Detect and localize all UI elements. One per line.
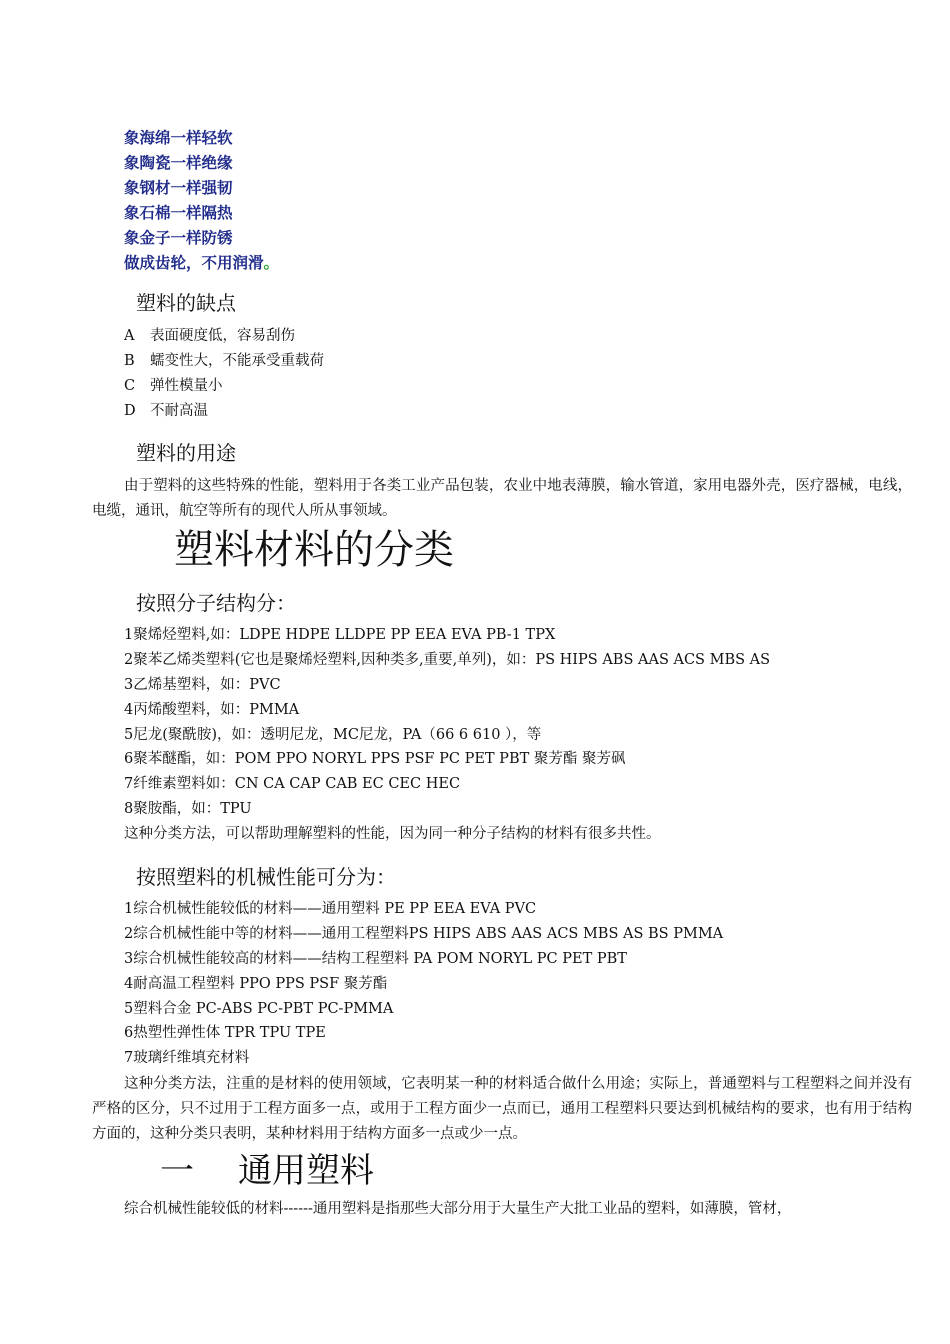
section-one-heading [160, 1148, 374, 1194]
by-structure-heading: 按照分子结构分： [136, 591, 296, 615]
by-mechanical-list [124, 897, 723, 1071]
classification-title: 塑料材料的分类 [174, 527, 454, 573]
list-item: 1综合机械性能较低的材料——通用塑料 PE PP EEA EVA PVC [124, 901, 537, 917]
list-item: 这种分类方法，可以帮助理解塑料的性能，因为同一种分子结构的材料有很多共性。 [124, 826, 661, 843]
section-number: 一 [160, 1151, 194, 1191]
virtue-line: 象陶瓷一样绝缘 [124, 154, 233, 172]
virtue-line: 做成齿轮，不用润滑。 [124, 254, 280, 272]
list-item: 2综合机械性能中等的材料——通用工程塑料PS HIPS ABS AAS ACS MBS AS BS PMMA [124, 925, 724, 942]
by-mechanical-paragraph: 这种分类方法，注重的是材料的使用领域，它表明某一种的材料适合做什么用途；实际上，普通塑料与工程塑料之间并没有严格的区分，只不过用于工程方面多一点，或用于工程方面少一点而已，通用工程塑料只要达到机械结构的要求，也有用于结构方面的，这种分类只表明，某种材料用于结构方面多一点或少一点。 [92, 1076, 912, 1142]
list-item: 2聚苯乙烯类塑料(它也是聚烯烃塑料,因种类多,重要,单列)，如：PS HIPS ABS AAS ACS MBS AS [124, 651, 771, 668]
virtue-line: 象海绵一样轻软 [124, 129, 233, 147]
drawbacks-heading: 塑料的缺点 [136, 291, 236, 315]
uses-heading: 塑料的用途 [136, 441, 236, 465]
list-item: D 不耐高温 [124, 402, 208, 419]
virtue-line: 象钢材一样强韧 [124, 179, 233, 197]
list-item: C 弹性模量小 [124, 377, 223, 394]
virtue-line: 象金子一样防锈 [124, 229, 233, 247]
list-item: 5塑料合金 PC-ABS PC-PBT PC-PMMA [124, 1000, 394, 1017]
section-title: 通用塑料 [238, 1151, 374, 1191]
uses-paragraph: 由于塑料的这些特殊的性能，塑料用于各类工业产品包装，农业中地表薄膜，输水管道，家用电器外壳，医疗器械，电线，电缆，通讯，航空等所有的现代人所从事领域。 [92, 478, 912, 519]
list-item: 8聚胺酯，如：TPU [124, 801, 252, 818]
by-structure-list [124, 623, 770, 847]
list-item: 6聚苯醚酯，如：POM PPO NORYL PPS PSF PC PET PBT 聚芳酯 聚芳砜 [124, 751, 626, 768]
drawbacks-list [124, 324, 324, 424]
list-item: 7纤维素塑料如：CN CA CAP CAB EC CEC HEC [124, 776, 461, 793]
list-item: 4耐高温工程塑料 PPO PPS PSF 聚芳酯 [124, 975, 388, 992]
virtue-line: 象石棉一样隔热 [124, 204, 233, 222]
section-one-paragraph: 综合机械性能较低的材料------通用塑料是指那些大部分用于大量生产大批工业品的塑料，如薄膜，管材， [124, 1201, 792, 1217]
virtues-list [124, 126, 279, 276]
list-item: 6热塑性弹性体 TPR TPU TPE [124, 1025, 326, 1042]
list-item: 3乙烯基塑料，如：PVC [124, 676, 281, 693]
list-item: 4丙烯酸塑料，如：PMMA [124, 701, 300, 718]
list-item: 7玻璃纤维填充材料 [124, 1050, 250, 1067]
list-item: A 表面硬度低，容易刮伤 [124, 328, 295, 344]
list-item: 1聚烯烃塑料,如：LDPE HDPE LLDPE PP EEA EVA PB-1 TPX [124, 627, 556, 643]
list-item: 3综合机械性能较高的材料——结构工程塑料 PA POM NORYL PC PET PBT [124, 950, 627, 967]
list-item: 5尼龙(聚酰胺)，如：透明尼龙，MC尼龙，PA（66 6 610 ），等 [124, 726, 542, 743]
by-mechanical-heading: 按照塑料的机械性能可分为： [136, 865, 396, 889]
list-item: B 蠕变性大，不能承受重载荷 [124, 352, 324, 369]
